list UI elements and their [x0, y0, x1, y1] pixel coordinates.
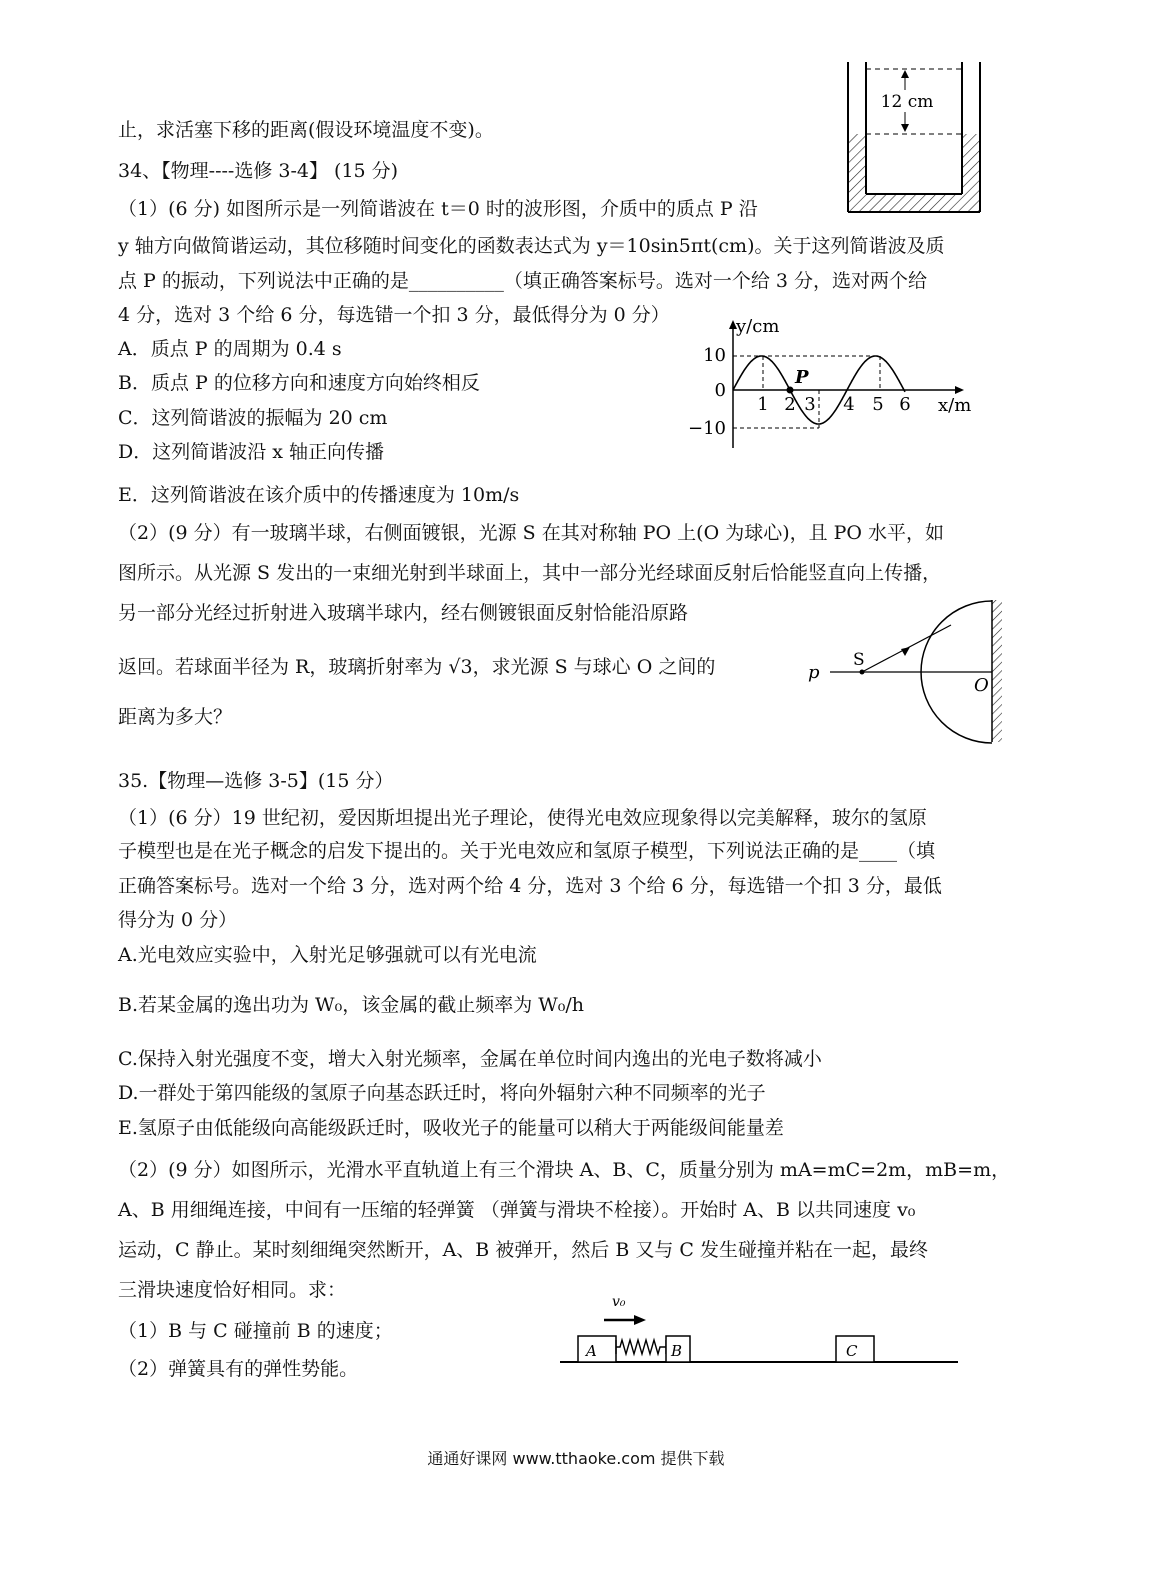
option-a: A．质点 P 的周期为 0.4 s	[118, 338, 342, 360]
text-line: （2）(9 分）如图所示，光滑水平直轨道上有三个滑块 A、B、C，质量分别为 mA=mC=2m，mB=m，	[118, 1159, 1011, 1181]
text-line: y 轴方向做简谐运动，其位移随时间变化的函数表达式为 y＝10sin5πt(cm)。关于这列简谐波及质	[118, 235, 945, 257]
option-e: E.氢原子由低能级向高能级跃迁时，吸收光子的能量可以稍大于两能级间能量差	[118, 1117, 784, 1139]
text-line: A、B 用细绳连接，中间有一压缩的轻弹簧 （弹簧与滑块不栓接）。开始时 A、B 以共同速度 v₀	[118, 1199, 916, 1221]
y-tick-neg10: −10	[688, 418, 726, 439]
text-line: 距离为多大？	[118, 706, 233, 728]
text-line: 图所示。从光源 S 发出的一束细光射到半球面上，其中一部分光经球面反射后恰能竖直向上传播，	[118, 562, 942, 584]
y-tick-10: 10	[703, 345, 726, 366]
v0-label: v₀	[612, 1294, 626, 1310]
text-line: 得分为 0 分）	[118, 909, 238, 931]
x-tick-1: 1	[757, 394, 769, 415]
text-line: 另一部分光经过折射进入玻璃半球内，经右侧镀银面反射恰能沿原路	[118, 602, 689, 624]
cylinder-figure	[840, 62, 990, 220]
option-c: C.保持入射光强度不变，增大入射光频率，金属在单位时间内逸出的光电子数将减小	[118, 1048, 822, 1070]
x-tick-3: 3	[804, 394, 816, 415]
x-tick-2: 2	[784, 394, 796, 415]
text-line: 子模型也是在光子概念的启发下提出的。关于光电效应和氢原子模型，下列说法正确的是____（填	[118, 840, 936, 862]
x-axis-label: x/m	[938, 395, 972, 416]
option-d: D.一群处于第四能级的氢原子向基态跃迁时，将向外辐射六种不同频率的光子	[118, 1082, 766, 1104]
point-p-dot	[787, 387, 794, 394]
sub-question-1: （1）B 与 C 碰撞前 B 的速度；	[118, 1320, 393, 1342]
text-line: 运动，C 静止。某时刻细绳突然断开，A、B 被弹开，然后 B 又与 C 发生碰撞并粘在一起，最终	[118, 1239, 928, 1261]
x-tick-6: 6	[899, 394, 911, 415]
text-line: （1）(6 分）19 世纪初，爱因斯坦提出光子理论，使得光电效应现象得以完美解释，玻尔的氢原	[118, 807, 927, 829]
block-a	[578, 1336, 616, 1362]
spring	[616, 1340, 666, 1354]
text-line: 正确答案标号。选对一个给 3 分，选对两个给 4 分，选对 3 个给 6 分，每选错一个扣 3 分，最低	[118, 875, 942, 897]
block-c-label: C	[846, 1342, 858, 1360]
option-d: D．这列简谐波沿 x 轴正向传播	[118, 441, 385, 463]
y-tick-0: 0	[714, 380, 726, 401]
x-tick-5: 5	[872, 394, 884, 415]
label-o: O	[974, 675, 989, 696]
text-line: 4 分，选对 3 个给 6 分，每选错一个扣 3 分，最低得分为 0 分）	[118, 304, 670, 326]
silvered-surface-hatch	[992, 600, 1002, 742]
text-line: 三滑块速度恰好相同。求：	[118, 1279, 347, 1301]
section-heading-34: 34、【物理----选修 3-4】 (15 分)	[118, 160, 399, 182]
option-e: E．这列简谐波在该介质中的传播速度为 10m/s	[118, 484, 520, 506]
wave-figure	[688, 314, 988, 454]
block-a-label: A	[586, 1342, 597, 1360]
page-footer: 通通好课网 www.tthaoke.com 提供下载	[427, 1449, 725, 1468]
text-line: 返回。若球面半径为 R，玻璃折射率为 √3，求光源 S 与球心 O 之间的	[118, 656, 716, 678]
text-line: （1）(6 分) 如图所示是一列简谐波在 t＝0 时的波形图，介质中的质点 P 沿	[118, 198, 758, 220]
text-line: 止，求活塞下移的距离(假设环境温度不变)。	[118, 119, 494, 141]
sub-question-2: （2）弹簧具有的弹性势能。	[118, 1358, 359, 1380]
option-b: B．质点 P 的位移方向和速度方向始终相反	[118, 372, 480, 394]
option-c: C．这列简谐波的振幅为 20 cm	[118, 407, 388, 429]
block-b-label: B	[671, 1342, 683, 1360]
cylinder-length-label: 12 cm	[880, 92, 934, 112]
label-s: S	[853, 650, 865, 670]
y-axis-label: y/cm	[736, 316, 780, 337]
option-b: B.若某金属的逸出功为 W₀，该金属的截止频率为 W₀/h	[118, 994, 585, 1016]
point-p-label: P	[795, 367, 809, 388]
blocks-figure	[556, 1288, 966, 1380]
option-a: A.光电效应实验中，入射光足够强就可以有光电流	[118, 944, 537, 966]
hemisphere-figure	[800, 592, 1020, 752]
x-tick-4: 4	[843, 394, 855, 415]
text-line: 点 P 的振动，下列说法中正确的是__________（填正确答案标号。选对一个给 3 分，选对两个给	[118, 270, 928, 292]
cylinder-inner	[866, 134, 962, 194]
label-p: p	[808, 662, 820, 683]
text-line: （2）(9 分）有一玻璃半球，右侧面镀银，光源 S 在其对称轴 PO 上(O 为球心)，且 PO 水平，如	[118, 522, 945, 544]
section-heading-35: 35.【物理—选修 3-5】(15 分）	[118, 770, 394, 792]
